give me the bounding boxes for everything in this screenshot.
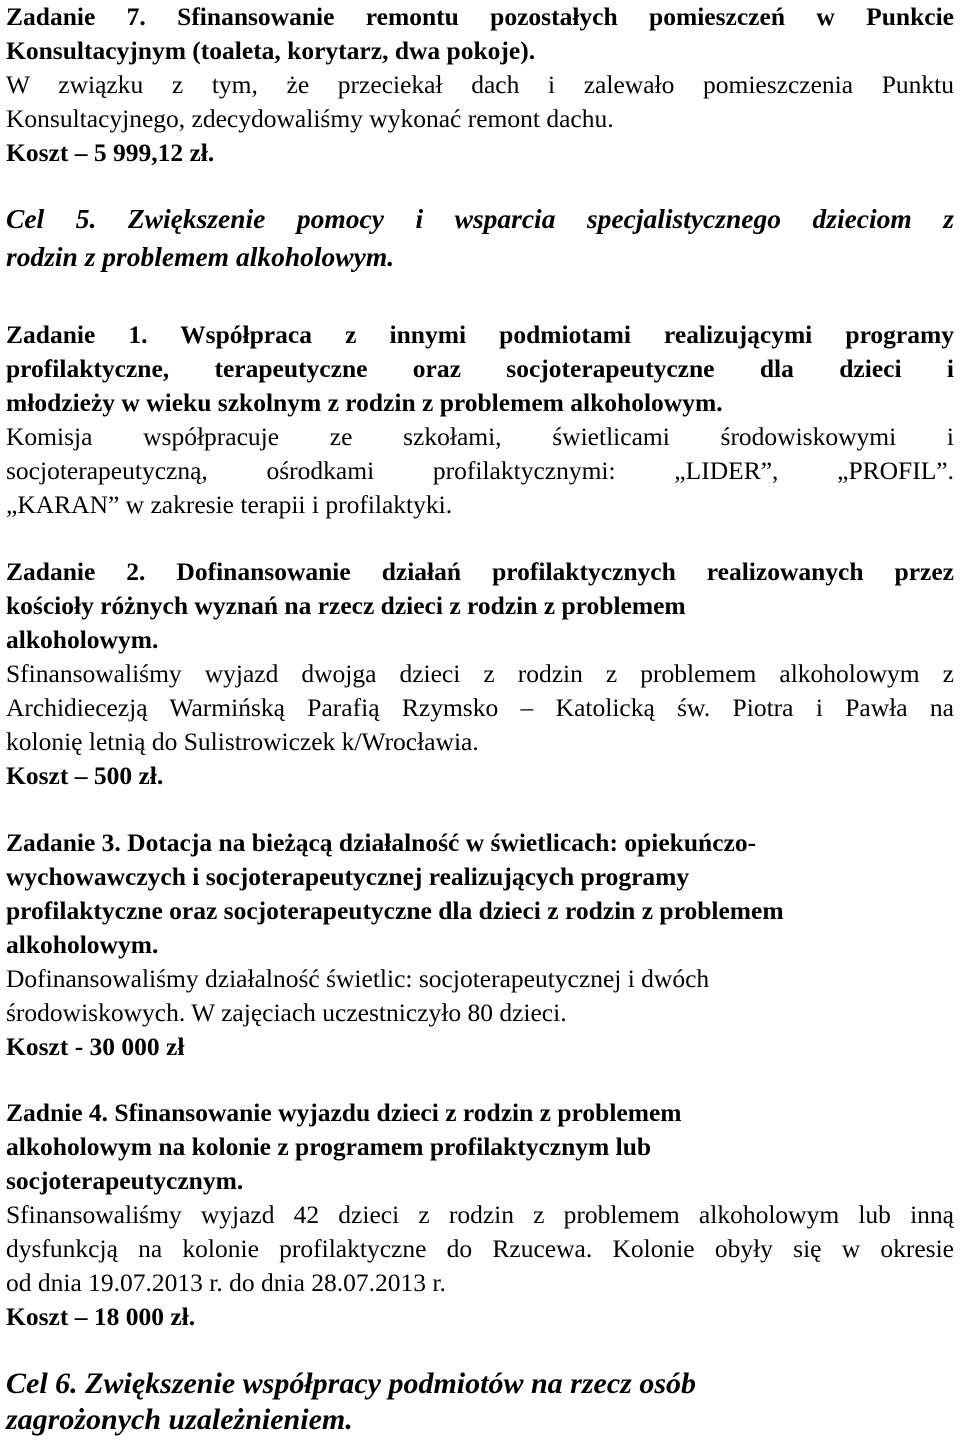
zadanie-4-heading-line-1: Zadnie 4. Sfinansowanie wyjazdu dzieci z rodzin z problemem [6,1098,682,1127]
zadanie-1-text-line-2: socjoterapeutyczną, ośrodkami profilaktycznymi: „LIDER”, „PROFIL”. [6,456,954,485]
zadanie-1-heading-line-2: profilaktyczne, terapeutyczne oraz socjoterapeutyczne dla dzieci i [6,354,954,383]
zadanie-2-text-line-2: Archidiecezją Warmińską Parafią Rzymsko – Katolicką św. Piotra i Pawła na [6,693,954,722]
zadanie-1-heading-line-1: Zadanie 1. Współpraca z innymi podmiotami realizującymi programy [6,320,954,349]
zadanie-4-heading-line-2: alkoholowym na kolonie z programem profilaktycznym lub [6,1132,652,1161]
zadanie-1-text-line-3: „KARAN” w zakresie terapii i profilaktyki. [6,490,453,519]
zadanie-1-text-line-1: Komisja współpracuje ze szkołami, świetlicami środowiskowymi i [6,422,954,451]
zadanie-3-text-line-2: środowiskowych. W zajęciach uczestniczyło 80 dzieci. [6,998,567,1027]
zadanie-2-heading-line-2: kościoły różnych wyznań na rzecz dzieci z rodzin z problemem [6,591,686,620]
zadanie-2-cost: Koszt – 500 zł. [6,761,164,790]
zadanie-7-heading-line-2: Konsultacyjnym (toaleta, korytarz, dwa pokoje). [6,36,536,65]
zadanie-3-text-line-1: Dofinansowaliśmy działalność świetlic: socjoterapeutycznej i dwóch [6,964,710,993]
zadanie-3-cost: Koszt - 30 000 zł [6,1032,185,1061]
zadanie-4-cost: Koszt – 18 000 zł. [6,1302,196,1331]
zadanie-1-heading-line-3: młodzieży w wieku szkolnym z rodzin z problemem alkoholowym. [6,388,723,417]
zadanie-4-text-line-3: od dnia 19.07.2013 r. do dnia 28.07.2013 r. [6,1268,446,1297]
zadanie-3-heading-line-4: alkoholowym. [6,930,159,959]
zadanie-7-text-line-1: W związku z tym, że przeciekał dach i zalewało pomieszczenia Punktu [6,70,954,99]
cel-6-heading-line-1: Cel 6. Zwiększenie współpracy podmiotów na rzecz osób [6,1367,696,1400]
zadanie-3-heading-line-1: Zadanie 3. Dotacja na bieżącą działalność w świetlicach: opiekuńczo- [6,828,757,857]
cel-5-heading-line-1: Cel 5. Zwiększenie pomocy i wsparcia specjalistycznego dzieciom z [6,203,954,234]
zadanie-2-heading-line-1: Zadanie 2. Dofinansowanie działań profilaktycznych realizowanych przez [6,557,954,586]
zadanie-7-heading-line-1: Zadanie 7. Sfinansowanie remontu pozostałych pomieszczeń w Punkcie [6,2,954,31]
cel-5-heading-line-2: rodzin z problemem alkoholowym. [6,241,395,272]
zadanie-4-heading-line-3: socjoterapeutycznym. [6,1166,244,1195]
zadanie-2-text-line-1: Sfinansowaliśmy wyjazd dwojga dzieci z rodzin z problemem alkoholowym z [6,659,954,688]
zadanie-2-heading-line-3: alkoholowym. [6,625,159,654]
cel-6-heading-line-2: zagrożonych uzależnieniem. [6,1403,353,1436]
zadanie-3-heading-line-3: profilaktyczne oraz socjoterapeutyczne dla dzieci z rodzin z problemem [6,896,784,925]
zadanie-7-text-line-2: Konsultacyjnego, zdecydowaliśmy wykonać remont dachu. [6,104,614,133]
zadanie-4-text-line-1: Sfinansowaliśmy wyjazd 42 dzieci z rodzin z problemem alkoholowym lub inną [6,1200,954,1229]
zadanie-7-cost: Koszt – 5 999,12 zł. [6,138,215,167]
zadanie-2-text-line-3: kolonię letnią do Sulistrowiczek k/Wrocławia. [6,727,479,756]
zadanie-3-heading-line-2: wychowawczych i socjoterapeutycznej realizujących programy [6,862,690,891]
zadanie-4-text-line-2: dysfunkcją na kolonie profilaktyczne do Rzucewa. Kolonie obyły się w okresie [6,1234,954,1263]
